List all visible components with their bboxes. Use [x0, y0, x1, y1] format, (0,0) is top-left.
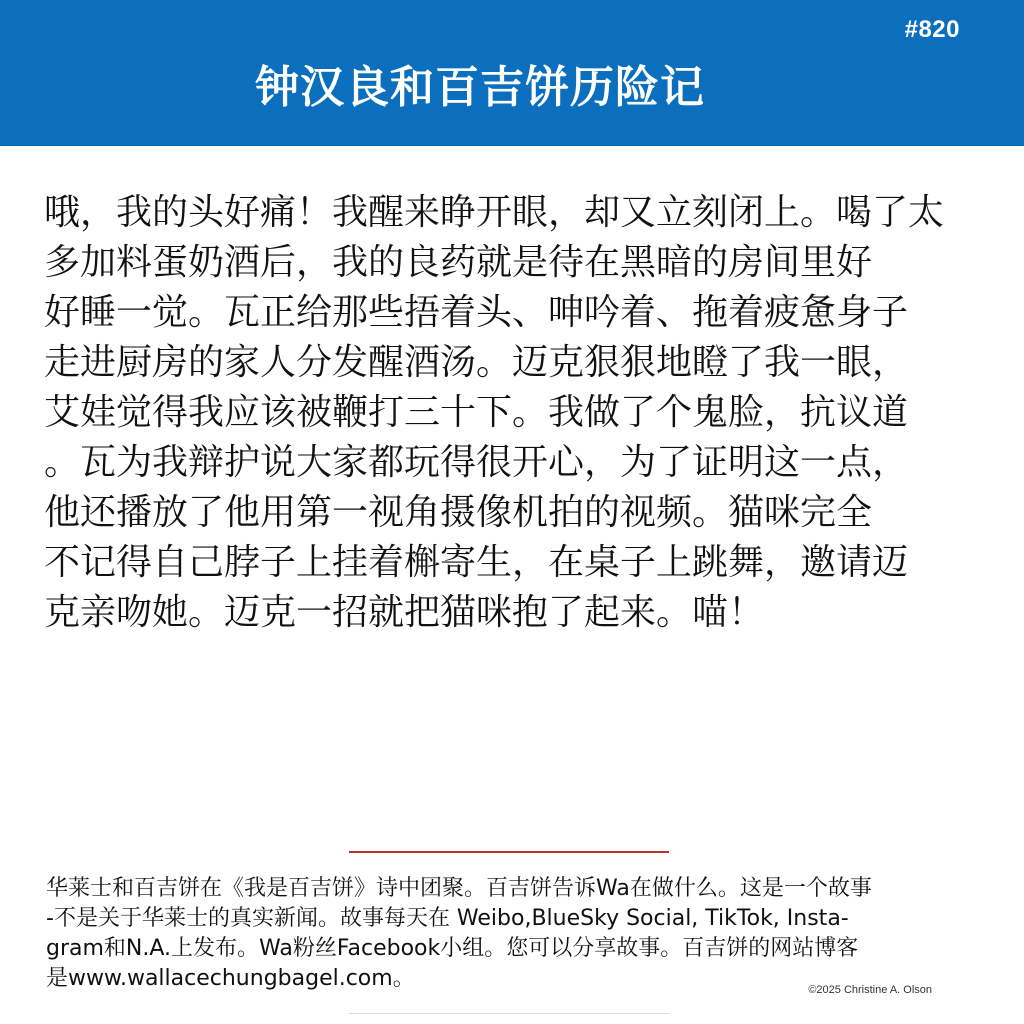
copyright-notice: ©2025 Christine A. Olson	[808, 984, 932, 996]
page-title: 钟汉良和百吉饼历险记	[255, 62, 705, 113]
story-text	[44, 188, 984, 638]
story-line: 不记得自己脖子上挂着槲寄生，在桌子上跳舞，邀请迈	[44, 542, 909, 583]
story-line: 好睡一觉。瓦正给那些捂着头、呻吟着、拖着疲惫身子	[44, 292, 909, 333]
footnote-line: 是www.wallacechungbagel.com。	[46, 966, 415, 991]
footnote-line: 华莱士和百吉饼在《我是百吉饼》诗中团聚。百吉饼告诉Wa在做什么。这是一个故事	[46, 876, 872, 901]
story-line: 。瓦为我辩护说大家都玩得很开心，为了证明这一点，	[44, 442, 909, 483]
header-banner	[0, 0, 1024, 146]
story-line: 走进厨房的家人分发醒酒汤。迈克狠狠地瞪了我一眼，	[44, 342, 909, 383]
bottom-divider	[349, 1013, 669, 1014]
footnote-text	[46, 874, 986, 994]
section-divider	[349, 851, 669, 853]
story-line: 克亲吻她。迈克一招就把猫咪抱了起来。喵！	[44, 592, 765, 633]
story-line: 他还播放了他用第一视角摄像机拍的视频。猫咪完全	[44, 492, 873, 533]
footnote-line: gram和N.A.上发布。Wa粉丝Facebook小组。您可以分享故事。百吉饼的网站博客	[46, 936, 859, 961]
story-line: 哦，我的头好痛！我醒来睁开眼，却又立刻闭上。喝了太	[44, 192, 945, 233]
episode-number: #820	[904, 16, 960, 43]
story-line: 艾娃觉得我应该被鞭打三十下。我做了个鬼脸，抗议道	[44, 392, 909, 433]
story-line: 多加料蛋奶酒后，我的良药就是待在黑暗的房间里好	[44, 242, 873, 283]
footnote-line: -不是关于华莱士的真实新闻。故事每天在 Weibo,BlueSky Social, TikTok, Insta-	[46, 906, 849, 931]
